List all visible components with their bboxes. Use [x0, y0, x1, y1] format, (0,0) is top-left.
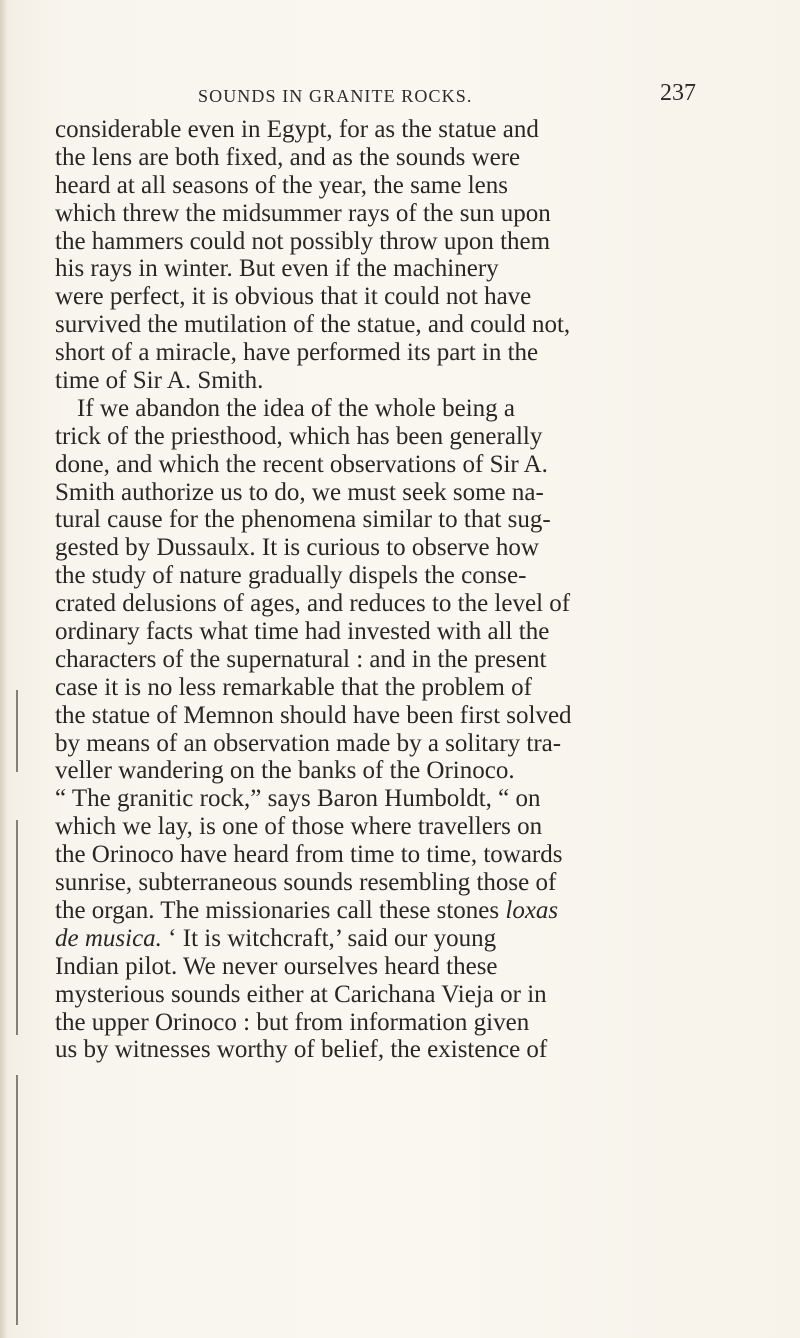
text-line: case it is no less remarkable that the problem of — [55, 673, 532, 701]
text-line: the study of nature gradually dispels the conse- — [55, 562, 527, 590]
text-line: the hammers could not possibly throw upon them — [55, 227, 551, 255]
text-line: which we lay, is one of those where travellers on — [55, 813, 543, 841]
text-line: the lens are both fixed, and as the sounds were — [55, 143, 521, 171]
italic-text: de musica. — [55, 924, 162, 952]
running-title: SOUNDS IN GRANITE ROCKS. — [198, 86, 473, 106]
text-line: short of a miracle, have performed its part in the — [55, 339, 539, 367]
text-line: trick of the priesthood, which has been generally — [55, 422, 543, 450]
italic-text: loxas — [505, 896, 559, 924]
page-number: 237 — [660, 80, 696, 106]
text-line: survived the mutilation of the statue, and could not, — [55, 311, 571, 339]
text-line: his rays in winter. But even if the machinery — [55, 255, 499, 283]
text-line: tural cause for the phenomena similar to that sug- — [55, 506, 551, 534]
text-line: considerable even in Egypt, for as the statue and — [55, 116, 539, 143]
text-line — [55, 897, 725, 925]
text-line: mysterious sounds either at Carichana Vieja or in — [55, 980, 547, 1008]
text-line: done, and which the recent observations of Sir A. — [55, 450, 548, 478]
text-fragment: ‘ It is witchcraft,’ said our young — [161, 924, 497, 952]
text-line: Smith authorize us to do, we must seek some na- — [55, 478, 544, 506]
margin-mark — [16, 690, 18, 772]
main-text — [55, 116, 725, 1064]
margin-mark — [16, 1075, 18, 1325]
text-line: veller wandering on the banks of the Orinoco. — [55, 757, 515, 785]
text-line: time of Sir A. Smith. — [55, 367, 264, 395]
page-edge-shadow — [0, 0, 8, 1338]
text-line: heard at all seasons of the year, the same lens — [55, 171, 508, 199]
text-line: Indian pilot. We never ourselves heard these — [55, 952, 498, 980]
text-line: gested by Dussaulx. It is curious to observe how — [55, 534, 539, 562]
text-line: sunrise, subterraneous sounds resembling those of — [55, 869, 557, 897]
text-line: crated delusions of ages, and reduces to the level of — [55, 590, 571, 618]
text-fragment: the organ. The missionaries call these stones — [55, 896, 506, 924]
text-line: the statue of Memnon should have been first solved — [55, 701, 572, 729]
text-line: by means of an observation made by a solitary tra- — [55, 729, 562, 757]
text-line — [55, 925, 725, 953]
text-line: ordinary facts what time had invested with all the — [55, 618, 550, 646]
text-line: us by witnesses worthy of belief, the existence of — [55, 1036, 548, 1064]
text-line: characters of the supernatural : and in the present — [55, 645, 547, 673]
margin-mark — [16, 820, 18, 1035]
text-line: If we abandon the idea of the whole being a — [77, 394, 516, 422]
text-line: the upper Orinoco : but from information given — [55, 1008, 530, 1036]
text-line: which threw the midsummer rays of the sun upon — [55, 199, 551, 227]
text-line: “ The granitic rock,” says Baron Humboldt, “ on — [55, 785, 541, 813]
text-line: were perfect, it is obvious that it could not have — [55, 283, 532, 311]
text-line: the Orinoco have heard from time to time, towards — [55, 841, 563, 869]
